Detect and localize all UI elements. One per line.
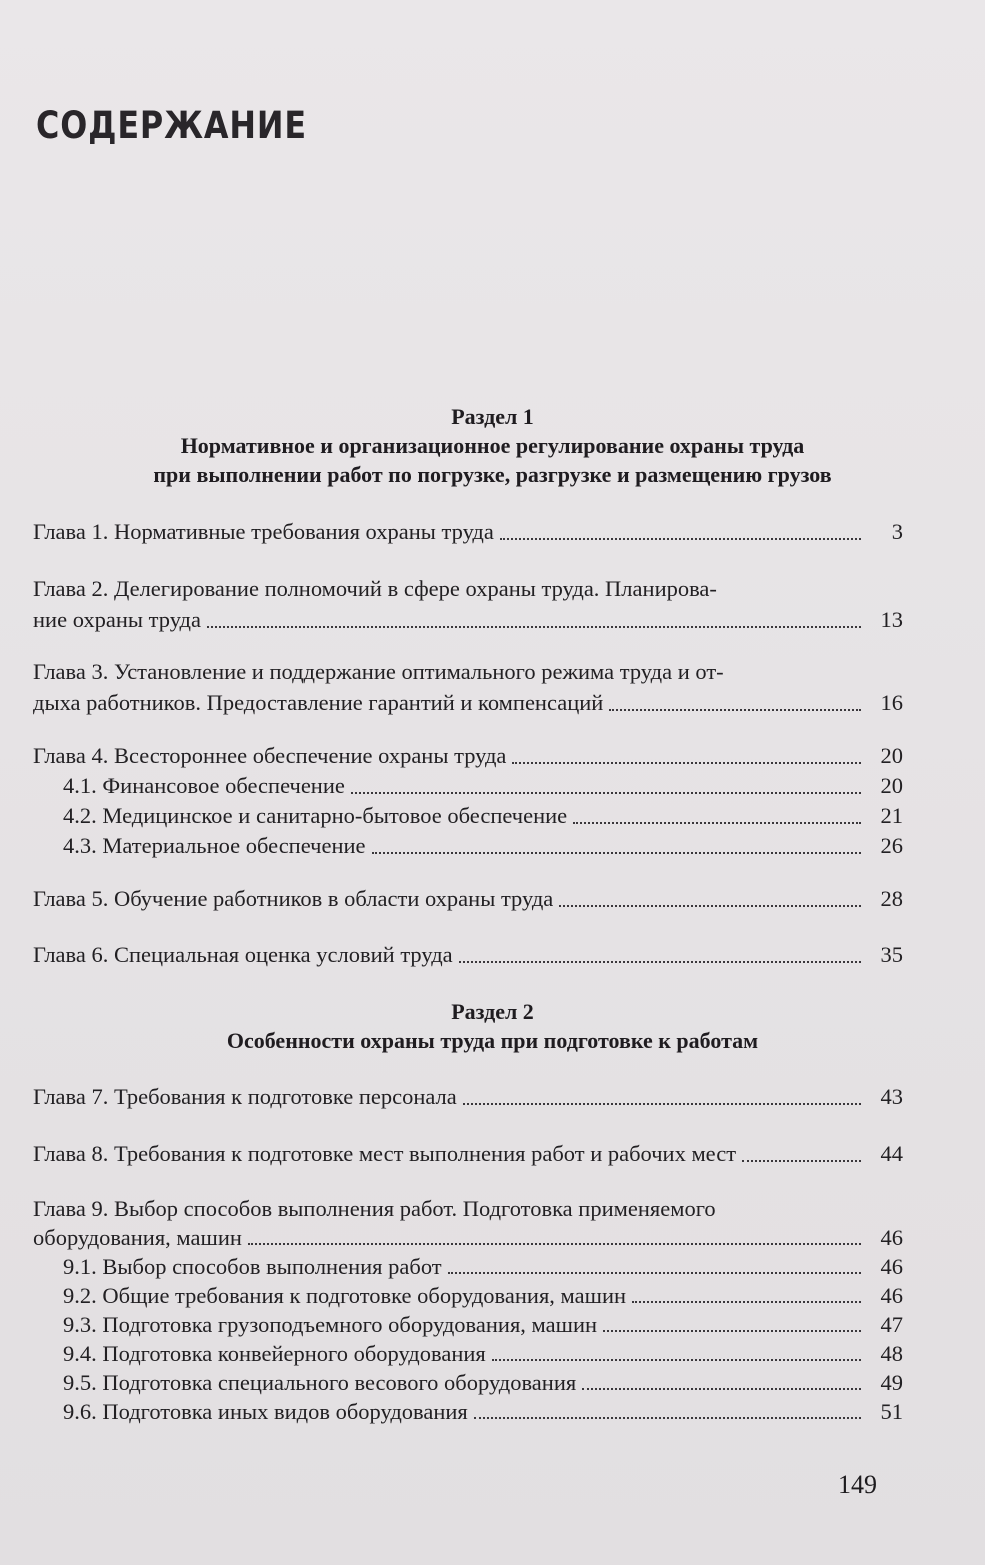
dot-leader bbox=[448, 1271, 861, 1274]
toc-page-number: 13 bbox=[880, 607, 903, 632]
toc-subentry[interactable] bbox=[33, 1252, 903, 1281]
dot-leader bbox=[559, 904, 861, 907]
toc-entry-text: Глава 7. Требования к подготовке персонала bbox=[33, 1084, 457, 1109]
toc-entry-text: Глава 3. Установление и поддержание оптимального режима труда и от- bbox=[33, 659, 724, 684]
toc-entry-text: 9.4. Подготовка конвейерного оборудования bbox=[63, 1341, 486, 1366]
toc-entry-chapter-7[interactable] bbox=[33, 1081, 903, 1112]
toc-page-number: 20 bbox=[880, 743, 903, 768]
toc-subentry[interactable] bbox=[33, 1310, 903, 1339]
toc-entry-text: Глава 8. Требования к подготовке мест выполнения работ и рабочих мест bbox=[33, 1141, 737, 1166]
toc-page-number: 3 bbox=[891, 519, 903, 544]
toc-entry-chapter-8[interactable] bbox=[33, 1138, 903, 1169]
toc-entry-text: 9.5. Подготовка специального весового оборудования bbox=[63, 1370, 577, 1395]
dot-leader bbox=[632, 1300, 861, 1303]
toc-entry-text: Глава 9. Выбор способов выполнения работ. Подготовка применяемого bbox=[33, 1196, 716, 1221]
toc-page-number: 35 bbox=[880, 942, 903, 967]
toc-subentry[interactable] bbox=[33, 801, 903, 831]
dot-leader bbox=[512, 761, 861, 764]
toc-entry-text: оборудования, машин bbox=[33, 1225, 242, 1250]
toc-entry-text: 4.3. Материальное обеспечение bbox=[63, 833, 366, 858]
toc-entry-chapter-2[interactable] bbox=[33, 573, 903, 635]
toc-subentry[interactable] bbox=[33, 1397, 903, 1426]
toc-subentry[interactable] bbox=[33, 1281, 903, 1310]
dot-leader bbox=[573, 821, 861, 824]
toc-page-number: 46 bbox=[880, 1225, 903, 1250]
toc-entry-text: дыха работников. Предоставление гарантий и компенсаций bbox=[33, 690, 604, 715]
toc-subentry[interactable] bbox=[33, 1368, 903, 1397]
section-2-heading bbox=[0, 997, 985, 1055]
dot-leader bbox=[500, 537, 861, 540]
toc-entry-text: Глава 6. Специальная оценка условий труда bbox=[33, 942, 453, 967]
dot-leader bbox=[248, 1242, 861, 1245]
toc-entry-text: 9.1. Выбор способов выполнения работ bbox=[63, 1254, 442, 1279]
toc-page-number: 20 bbox=[880, 773, 903, 798]
section-label: Раздел 1 bbox=[451, 404, 534, 429]
toc-page-number: 43 bbox=[880, 1084, 903, 1109]
toc-entry-chapter-5[interactable] bbox=[33, 883, 903, 914]
toc-page-number: 49 bbox=[880, 1370, 903, 1395]
dot-leader bbox=[603, 1329, 861, 1332]
toc-page-number: 51 bbox=[880, 1399, 903, 1424]
section-title-line: при выполнении работ по погрузке, разгрузке и размещению грузов bbox=[153, 462, 832, 487]
toc-entry-text: 9.3. Подготовка грузоподъемного оборудования, машин bbox=[63, 1312, 598, 1337]
toc-entry-text: Глава 5. Обучение работников в области охраны труда bbox=[33, 886, 554, 911]
dot-leader bbox=[459, 960, 861, 963]
dot-leader bbox=[372, 851, 861, 854]
dot-leader bbox=[742, 1159, 861, 1162]
toc-entry-text: 4.2. Медицинское и санитарно-бытовое обеспечение bbox=[63, 803, 568, 828]
toc-entry-chapter-6[interactable] bbox=[33, 939, 903, 970]
toc-subentry[interactable] bbox=[33, 831, 903, 861]
toc-entry-text: Глава 2. Делегирование полномочий в сфере охраны труда. Планирова- bbox=[33, 576, 717, 601]
toc-page-number: 21 bbox=[880, 803, 903, 828]
dot-leader bbox=[582, 1387, 861, 1390]
toc-subentry[interactable] bbox=[33, 771, 903, 801]
dot-leader bbox=[609, 708, 861, 711]
toc-page-number: 26 bbox=[880, 833, 903, 858]
toc-page-number: 46 bbox=[880, 1283, 903, 1308]
page-number: 149 bbox=[838, 1470, 877, 1499]
toc-entry-chapter-4[interactable] bbox=[33, 741, 903, 861]
toc-entry-text: Глава 1. Нормативные требования охраны труда bbox=[33, 519, 494, 544]
toc-page-number: 16 bbox=[880, 690, 903, 715]
toc-entry-chapter-9[interactable] bbox=[33, 1194, 903, 1426]
dot-leader bbox=[463, 1102, 861, 1105]
toc-page-number: 44 bbox=[880, 1141, 903, 1166]
dot-leader bbox=[474, 1416, 861, 1419]
toc-entry-chapter-1[interactable] bbox=[33, 516, 903, 547]
toc-page-number: 47 bbox=[880, 1312, 903, 1337]
section-title-line: Особенности охраны труда при подготовке к работам bbox=[226, 1028, 759, 1053]
dot-leader bbox=[351, 791, 861, 794]
toc-entry-text: 9.2. Общие требования к подготовке оборудования, машин bbox=[63, 1283, 627, 1308]
page-title: СОДЕРЖАНИЕ bbox=[36, 104, 307, 147]
toc-entry-text: Глава 4. Всестороннее обеспечение охраны труда bbox=[33, 743, 507, 768]
toc-subentry[interactable] bbox=[33, 1339, 903, 1368]
section-title-line: Нормативное и организационное регулирование охраны труда bbox=[180, 433, 805, 458]
toc-entry-chapter-3[interactable] bbox=[33, 656, 903, 718]
dot-leader bbox=[492, 1358, 861, 1361]
toc-entry-text: ние охраны труда bbox=[33, 607, 201, 632]
toc-entry-text: 4.1. Финансовое обеспечение bbox=[63, 773, 345, 798]
toc-page-number: 46 bbox=[880, 1254, 903, 1279]
toc-entry-text: 9.6. Подготовка иных видов оборудования bbox=[63, 1399, 468, 1424]
toc-page-number: 48 bbox=[880, 1341, 903, 1366]
section-label: Раздел 2 bbox=[451, 999, 534, 1024]
section-1-heading bbox=[0, 402, 985, 489]
dot-leader bbox=[207, 625, 861, 628]
toc-page-number: 28 bbox=[880, 886, 903, 911]
